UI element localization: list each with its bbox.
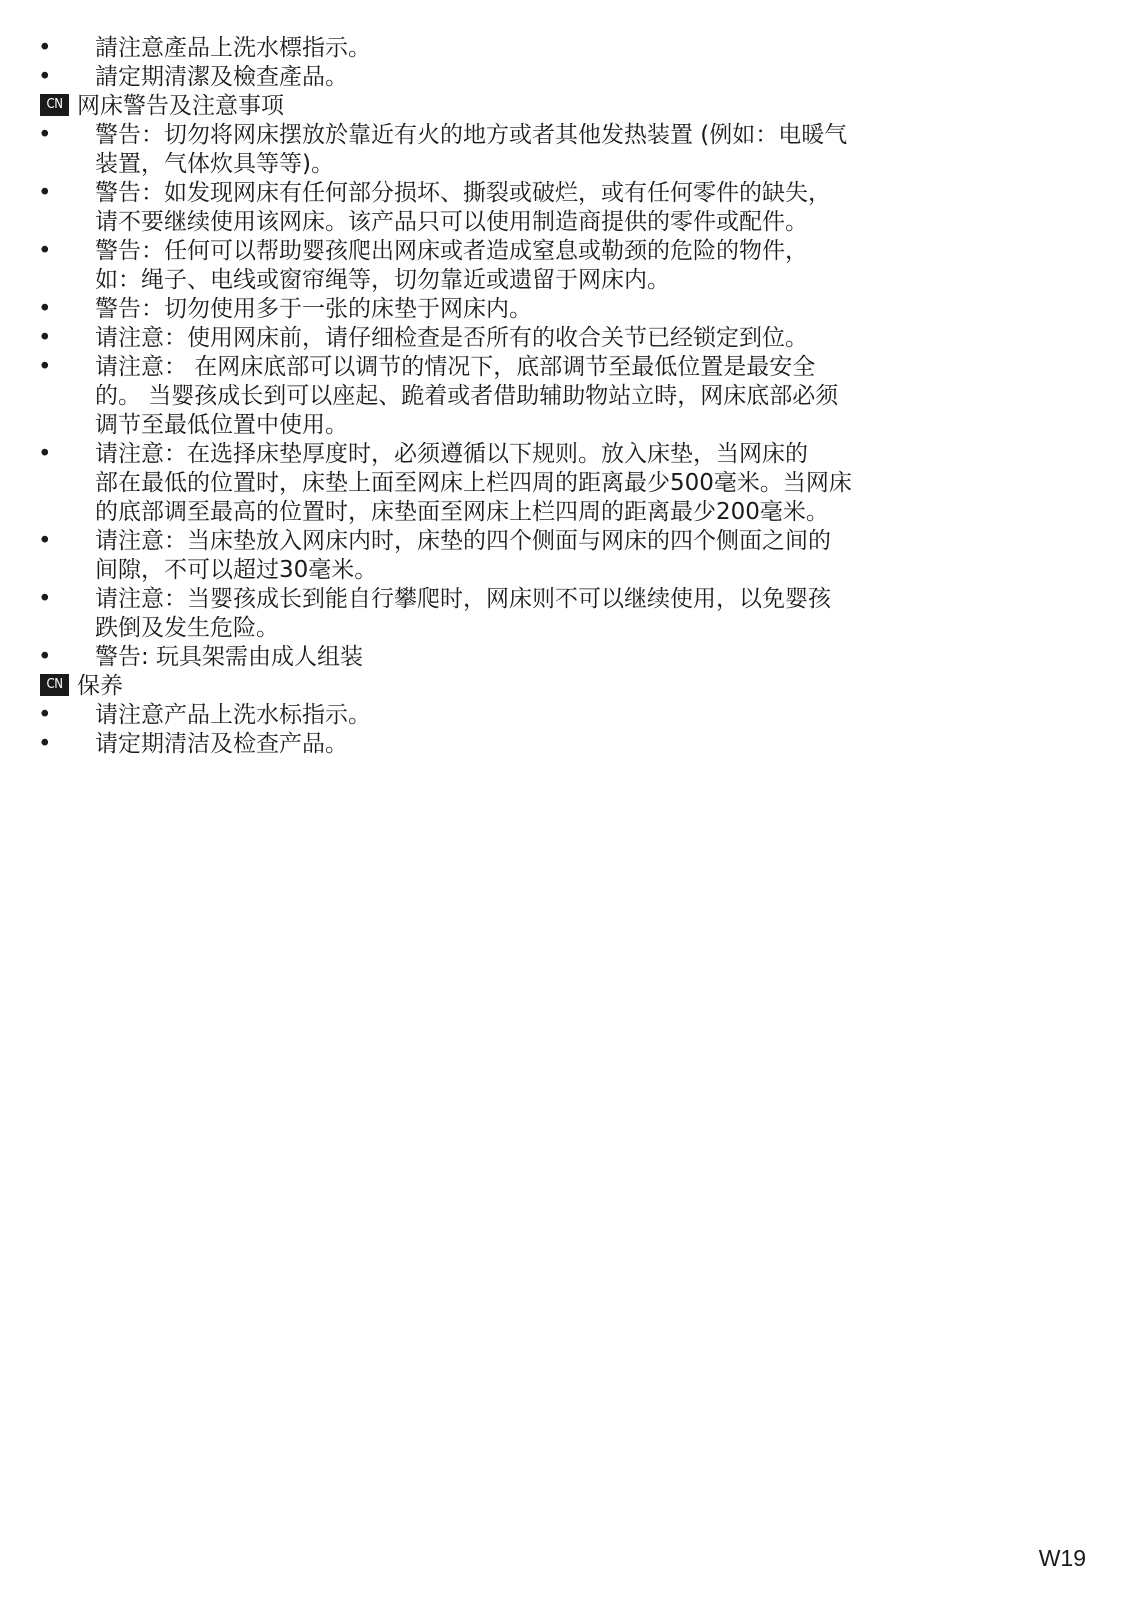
language-badge: CN (40, 94, 69, 116)
list-item-text: 调节至最低位置中使用。 (95, 412, 348, 438)
bullet-icon: • (38, 354, 52, 380)
list-item (0, 585, 1128, 643)
section-title: 保养 (77, 673, 123, 699)
bullet-icon: • (38, 122, 52, 148)
list-item (0, 353, 1128, 440)
list-item-text: 警告：切勿将网床摆放於靠近有火的地方或者其他发热装置 (例如：电暖气 (95, 122, 848, 148)
bullet-icon: • (38, 731, 52, 757)
list-item-text: 请注意： 在网床底部可以调节的情况下，底部调节至最低位置是最安全 (95, 354, 816, 380)
list-item-text: 警告: 玩具架需由成人组装 (95, 644, 364, 670)
list-item (0, 121, 1128, 179)
list-item-text: 警告：任何可以帮助婴孩爬出网床或者造成窒息或勒颈的危险的物件， (95, 238, 808, 264)
document-body (0, 34, 1128, 759)
list-item-text: 警告：切勿使用多于一张的床垫于网床内。 (95, 296, 532, 322)
language-badge: CN (40, 674, 69, 696)
list-item-text: 跌倒及发生危险。 (95, 615, 279, 641)
warnings-list (0, 121, 1128, 672)
page-number: W19 (1038, 1545, 1086, 1571)
section-title: 网床警告及注意事项 (77, 93, 284, 119)
list-item (0, 730, 1128, 759)
list-item (0, 63, 1128, 92)
bullet-icon: • (38, 35, 52, 61)
list-item (0, 527, 1128, 585)
care-list-simplified (0, 701, 1128, 759)
bullet-icon: • (38, 644, 52, 670)
bullet-icon: • (38, 296, 52, 322)
list-item-text: 的底部调至最高的位置时，床垫面至网床上栏四周的距离最少200毫米。 (95, 499, 829, 525)
list-item-text: 请定期清洁及检查产品。 (95, 731, 348, 757)
list-item (0, 295, 1128, 324)
list-item (0, 237, 1128, 295)
list-item-text: 如：绳子、电线或窗帘绳等，切勿靠近或遗留于网床内。 (95, 267, 670, 293)
list-item-text: 装置，气体炊具等等)。 (95, 151, 334, 177)
care-heading (0, 672, 1128, 701)
list-item (0, 643, 1128, 672)
list-item-text: 请注意：使用网床前，请仔细检查是否所有的收合关节已经锁定到位。 (95, 325, 808, 351)
list-item-text: 请不要继续使用该网床。该产品只可以使用制造商提供的零件或配件。 (95, 209, 808, 235)
list-item (0, 440, 1128, 527)
bullet-icon: • (38, 180, 52, 206)
list-item (0, 324, 1128, 353)
list-item-text: 請定期清潔及檢查產品。 (95, 64, 348, 90)
list-item-text: 請注意產品上洗水標指示。 (95, 35, 371, 61)
list-item (0, 179, 1128, 237)
warnings-heading (0, 92, 1128, 121)
list-item-text: 的。 当婴孩成长到可以座起、跪着或者借助辅助物站立時，网床底部必须 (95, 383, 839, 409)
list-item-text: 请注意产品上洗水标指示。 (95, 702, 371, 728)
bullet-icon: • (38, 528, 52, 554)
bullet-icon: • (38, 702, 52, 728)
list-item (0, 701, 1128, 730)
bullet-icon: • (38, 238, 52, 264)
list-item-text: 请注意：在选择床垫厚度时，必须遵循以下规则。放入床垫，当网床的 (95, 441, 808, 467)
list-item-text: 间隙，不可以超过30毫米。 (95, 557, 378, 583)
bullet-icon: • (38, 586, 52, 612)
bullet-icon: • (38, 325, 52, 351)
list-item (0, 34, 1128, 63)
care-list-traditional (0, 34, 1128, 92)
bullet-icon: • (38, 441, 52, 467)
list-item-text: 部在最低的位置时，床垫上面至网床上栏四周的距离最少500毫米。当网床 (95, 470, 852, 496)
list-item-text: 请注意：当床垫放入网床内时，床垫的四个侧面与网床的四个侧面之间的 (95, 528, 831, 554)
list-item-text: 警告：如发现网床有任何部分损坏、撕裂或破烂，或有任何零件的缺失， (95, 180, 831, 206)
bullet-icon: • (38, 64, 52, 90)
list-item-text: 请注意：当婴孩成长到能自行攀爬时，网床则不可以继续使用，以免婴孩 (95, 586, 831, 612)
